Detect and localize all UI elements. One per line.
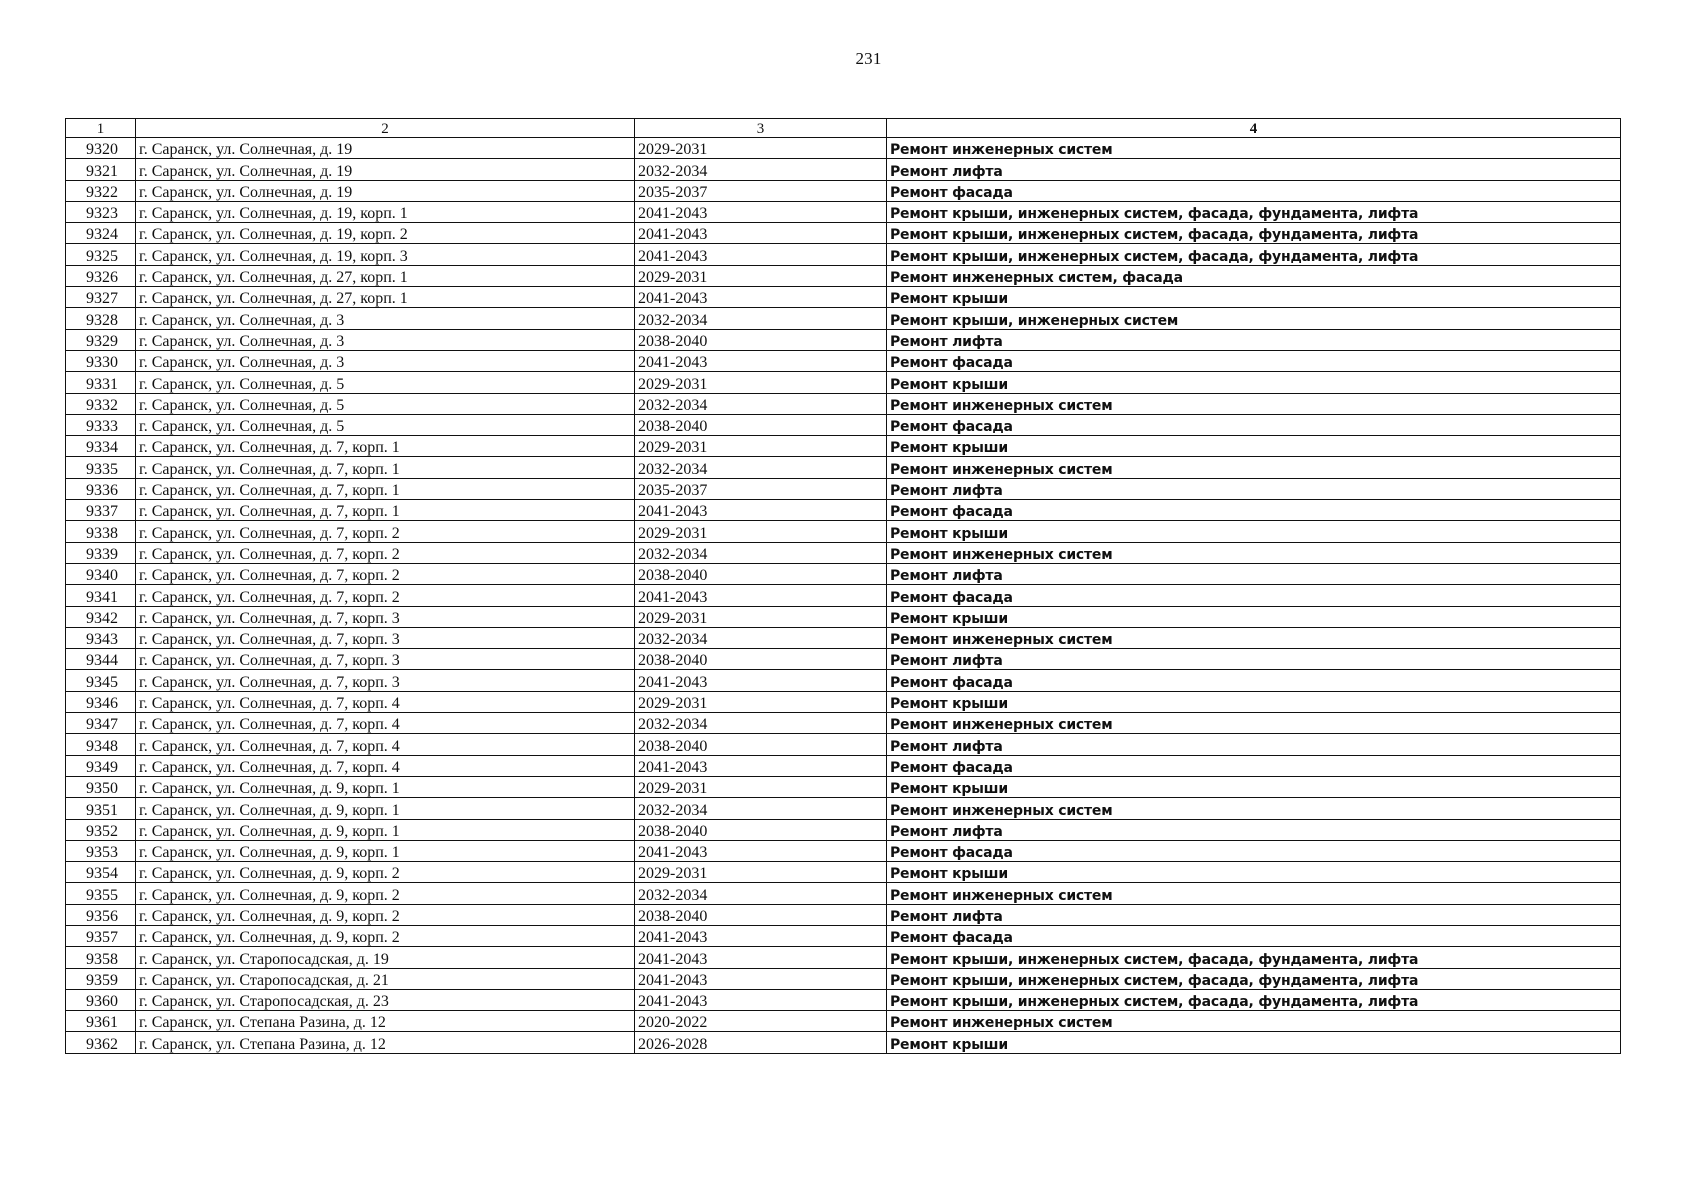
row-number-cell: 9331: [66, 372, 136, 393]
address-cell: г. Саранск, ул. Солнечная, д. 7, корп. 4: [136, 734, 635, 755]
row-number-cell: 9327: [66, 287, 136, 308]
period-cell: 2029-2031: [635, 265, 887, 286]
row-number-cell: 9328: [66, 308, 136, 329]
work-type-cell: Ремонт инженерных систем: [887, 1011, 1621, 1032]
work-type-cell: Ремонт крыши, инженерных систем, фасада, фундамента, лифта: [887, 244, 1621, 265]
row-number-cell: 9321: [66, 159, 136, 180]
work-type-cell: Ремонт крыши, инженерных систем: [887, 308, 1621, 329]
row-number-cell: 9349: [66, 755, 136, 776]
row-number-cell: 9356: [66, 904, 136, 925]
table-row: [66, 585, 1621, 606]
table-row: [66, 521, 1621, 542]
header-row: [66, 119, 1621, 138]
table-row: [66, 180, 1621, 201]
column-header-3: 3: [635, 119, 887, 138]
work-type-cell: Ремонт фасада: [887, 925, 1621, 946]
table-row: [66, 436, 1621, 457]
address-cell: г. Саранск, ул. Солнечная, д. 9, корп. 2: [136, 925, 635, 946]
work-type-cell: Ремонт инженерных систем: [887, 883, 1621, 904]
period-cell: 2041-2043: [635, 755, 887, 776]
column-header-1: 1: [66, 119, 136, 138]
address-cell: г. Саранск, ул. Солнечная, д. 9, корп. 1: [136, 819, 635, 840]
table-row: [66, 223, 1621, 244]
table-row: [66, 904, 1621, 925]
row-number-cell: 9357: [66, 925, 136, 946]
address-cell: г. Саранск, ул. Солнечная, д. 7, корп. 1: [136, 436, 635, 457]
row-number-cell: 9355: [66, 883, 136, 904]
row-number-cell: 9347: [66, 713, 136, 734]
work-type-cell: Ремонт лифта: [887, 159, 1621, 180]
period-cell: 2020-2022: [635, 1011, 887, 1032]
work-type-cell: Ремонт инженерных систем: [887, 542, 1621, 563]
address-cell: г. Саранск, ул. Солнечная, д. 19, корп. 1: [136, 201, 635, 222]
row-number-cell: 9332: [66, 393, 136, 414]
address-cell: г. Саранск, ул. Степана Разина, д. 12: [136, 1032, 635, 1053]
period-cell: 2029-2031: [635, 521, 887, 542]
table-row: [66, 244, 1621, 265]
table-row: [66, 840, 1621, 861]
row-number-cell: 9322: [66, 180, 136, 201]
period-cell: 2041-2043: [635, 989, 887, 1010]
column-header-4: 4: [887, 119, 1621, 138]
address-cell: г. Саранск, ул. Солнечная, д. 9, корп. 2: [136, 883, 635, 904]
table-row: [66, 691, 1621, 712]
period-cell: 2041-2043: [635, 223, 887, 244]
period-cell: 2032-2034: [635, 798, 887, 819]
address-cell: г. Саранск, ул. Солнечная, д. 7, корп. 2: [136, 585, 635, 606]
address-cell: г. Саранск, ул. Солнечная, д. 7, корп. 3: [136, 670, 635, 691]
table-row: [66, 734, 1621, 755]
work-type-cell: Ремонт крыши: [887, 862, 1621, 883]
row-number-cell: 9338: [66, 521, 136, 542]
table-row: [66, 138, 1621, 159]
row-number-cell: 9352: [66, 819, 136, 840]
row-number-cell: 9351: [66, 798, 136, 819]
work-type-cell: Ремонт фасада: [887, 840, 1621, 861]
row-number-cell: 9344: [66, 649, 136, 670]
address-cell: г. Саранск, ул. Солнечная, д. 9, корп. 2: [136, 862, 635, 883]
row-number-cell: 9340: [66, 563, 136, 584]
table-row: [66, 713, 1621, 734]
address-cell: г. Саранск, ул. Солнечная, д. 7, корп. 3: [136, 649, 635, 670]
table-row: [66, 265, 1621, 286]
address-cell: г. Саранск, ул. Солнечная, д. 27, корп. 1: [136, 287, 635, 308]
work-type-cell: Ремонт инженерных систем: [887, 393, 1621, 414]
table-row: [66, 627, 1621, 648]
period-cell: 2041-2043: [635, 244, 887, 265]
row-number-cell: 9334: [66, 436, 136, 457]
work-type-cell: Ремонт лифта: [887, 563, 1621, 584]
address-cell: г. Саранск, ул. Старопосадская, д. 21: [136, 968, 635, 989]
row-number-cell: 9337: [66, 500, 136, 521]
address-cell: г. Саранск, ул. Солнечная, д. 7, корп. 3: [136, 606, 635, 627]
work-type-cell: Ремонт фасада: [887, 585, 1621, 606]
work-type-cell: Ремонт крыши, инженерных систем, фасада, фундамента, лифта: [887, 201, 1621, 222]
work-type-cell: Ремонт лифта: [887, 478, 1621, 499]
period-cell: 2029-2031: [635, 776, 887, 797]
address-cell: г. Саранск, ул. Солнечная, д. 9, корп. 2: [136, 904, 635, 925]
period-cell: 2032-2034: [635, 542, 887, 563]
row-number-cell: 9324: [66, 223, 136, 244]
row-number-cell: 9359: [66, 968, 136, 989]
work-type-cell: Ремонт инженерных систем: [887, 798, 1621, 819]
period-cell: 2035-2037: [635, 478, 887, 499]
table-row: [66, 862, 1621, 883]
row-number-cell: 9345: [66, 670, 136, 691]
table-row: [66, 755, 1621, 776]
row-number-cell: 9346: [66, 691, 136, 712]
work-type-cell: Ремонт крыши: [887, 691, 1621, 712]
work-type-cell: Ремонт крыши: [887, 606, 1621, 627]
period-cell: 2029-2031: [635, 138, 887, 159]
work-type-cell: Ремонт крыши, инженерных систем, фасада, фундамента, лифта: [887, 223, 1621, 244]
period-cell: 2032-2034: [635, 308, 887, 329]
work-type-cell: Ремонт крыши, инженерных систем, фасада, фундамента, лифта: [887, 968, 1621, 989]
row-number-cell: 9339: [66, 542, 136, 563]
address-cell: г. Саранск, ул. Солнечная, д. 7, корп. 3: [136, 627, 635, 648]
table-row: [66, 776, 1621, 797]
address-cell: г. Саранск, ул. Солнечная, д. 3: [136, 329, 635, 350]
table-row: [66, 457, 1621, 478]
period-cell: 2029-2031: [635, 691, 887, 712]
row-number-cell: 9325: [66, 244, 136, 265]
table-header: [66, 119, 1621, 138]
work-type-cell: Ремонт фасада: [887, 755, 1621, 776]
work-type-cell: Ремонт крыши: [887, 372, 1621, 393]
address-cell: г. Саранск, ул. Старопосадская, д. 19: [136, 947, 635, 968]
period-cell: 2029-2031: [635, 372, 887, 393]
work-type-cell: Ремонт крыши: [887, 287, 1621, 308]
row-number-cell: 9335: [66, 457, 136, 478]
address-cell: г. Саранск, ул. Солнечная, д. 9, корп. 1: [136, 840, 635, 861]
period-cell: 2032-2034: [635, 457, 887, 478]
work-type-cell: Ремонт крыши, инженерных систем, фасада, фундамента, лифта: [887, 989, 1621, 1010]
work-type-cell: Ремонт инженерных систем: [887, 713, 1621, 734]
table-row: [66, 287, 1621, 308]
address-cell: г. Саранск, ул. Солнечная, д. 3: [136, 350, 635, 371]
work-type-cell: Ремонт крыши: [887, 436, 1621, 457]
period-cell: 2041-2043: [635, 350, 887, 371]
period-cell: 2038-2040: [635, 819, 887, 840]
row-number-cell: 9348: [66, 734, 136, 755]
table-row: [66, 883, 1621, 904]
work-type-cell: Ремонт инженерных систем: [887, 627, 1621, 648]
work-type-cell: Ремонт фасада: [887, 350, 1621, 371]
address-cell: г. Саранск, ул. Солнечная, д. 5: [136, 393, 635, 414]
row-number-cell: 9343: [66, 627, 136, 648]
period-cell: 2035-2037: [635, 180, 887, 201]
work-type-cell: Ремонт инженерных систем: [887, 457, 1621, 478]
period-cell: 2026-2028: [635, 1032, 887, 1053]
address-cell: г. Саранск, ул. Солнечная, д. 7, корп. 1: [136, 457, 635, 478]
period-cell: 2041-2043: [635, 840, 887, 861]
address-cell: г. Саранск, ул. Солнечная, д. 19: [136, 180, 635, 201]
period-cell: 2032-2034: [635, 883, 887, 904]
table-row: [66, 798, 1621, 819]
row-number-cell: 9350: [66, 776, 136, 797]
table-row: [66, 819, 1621, 840]
address-cell: г. Саранск, ул. Солнечная, д. 7, корп. 2: [136, 542, 635, 563]
work-type-cell: Ремонт лифта: [887, 819, 1621, 840]
address-cell: г. Саранск, ул. Солнечная, д. 7, корп. 4: [136, 691, 635, 712]
row-number-cell: 9341: [66, 585, 136, 606]
table-row: [66, 989, 1621, 1010]
work-type-cell: Ремонт лифта: [887, 329, 1621, 350]
table-row: [66, 670, 1621, 691]
row-number-cell: 9358: [66, 947, 136, 968]
period-cell: 2038-2040: [635, 414, 887, 435]
row-number-cell: 9360: [66, 989, 136, 1010]
table-row: [66, 201, 1621, 222]
address-cell: г. Саранск, ул. Солнечная, д. 19, корп. 2: [136, 223, 635, 244]
row-number-cell: 9320: [66, 138, 136, 159]
address-cell: г. Саранск, ул. Старопосадская, д. 23: [136, 989, 635, 1010]
work-type-cell: Ремонт крыши: [887, 776, 1621, 797]
period-cell: 2038-2040: [635, 329, 887, 350]
table-row: [66, 563, 1621, 584]
period-cell: 2038-2040: [635, 734, 887, 755]
work-type-cell: Ремонт лифта: [887, 649, 1621, 670]
address-cell: г. Саранск, ул. Солнечная, д. 19, корп. 3: [136, 244, 635, 265]
address-cell: г. Саранск, ул. Солнечная, д. 27, корп. 1: [136, 265, 635, 286]
row-number-cell: 9330: [66, 350, 136, 371]
row-number-cell: 9336: [66, 478, 136, 499]
row-number-cell: 9329: [66, 329, 136, 350]
address-cell: г. Саранск, ул. Солнечная, д. 7, корп. 4: [136, 755, 635, 776]
address-cell: г. Саранск, ул. Солнечная, д. 9, корп. 1: [136, 798, 635, 819]
work-type-cell: Ремонт лифта: [887, 734, 1621, 755]
table-row: [66, 947, 1621, 968]
work-type-cell: Ремонт фасада: [887, 670, 1621, 691]
period-cell: 2029-2031: [635, 436, 887, 457]
table-row: [66, 606, 1621, 627]
period-cell: 2041-2043: [635, 201, 887, 222]
period-cell: 2041-2043: [635, 500, 887, 521]
table-row: [66, 308, 1621, 329]
table-row: [66, 649, 1621, 670]
address-cell: г. Саранск, ул. Солнечная, д. 5: [136, 414, 635, 435]
row-number-cell: 9353: [66, 840, 136, 861]
table-row: [66, 393, 1621, 414]
period-cell: 2029-2031: [635, 862, 887, 883]
period-cell: 2032-2034: [635, 393, 887, 414]
table-row: [66, 1032, 1621, 1053]
work-type-cell: Ремонт крыши: [887, 1032, 1621, 1053]
row-number-cell: 9342: [66, 606, 136, 627]
work-type-cell: Ремонт крыши, инженерных систем, фасада, фундамента, лифта: [887, 947, 1621, 968]
work-type-cell: Ремонт лифта: [887, 904, 1621, 925]
row-number-cell: 9323: [66, 201, 136, 222]
period-cell: 2032-2034: [635, 713, 887, 734]
row-number-cell: 9361: [66, 1011, 136, 1032]
period-cell: 2032-2034: [635, 627, 887, 648]
page-number: 231: [855, 49, 882, 68]
work-type-cell: Ремонт фасада: [887, 500, 1621, 521]
row-number-cell: 9333: [66, 414, 136, 435]
address-cell: г. Саранск, ул. Солнечная, д. 7, корп. 4: [136, 713, 635, 734]
address-cell: г. Саранск, ул. Солнечная, д. 19: [136, 159, 635, 180]
column-header-2: 2: [136, 119, 635, 138]
period-cell: 2032-2034: [635, 159, 887, 180]
table-row: [66, 500, 1621, 521]
address-cell: г. Саранск, ул. Солнечная, д. 3: [136, 308, 635, 329]
work-type-cell: Ремонт инженерных систем: [887, 138, 1621, 159]
table-row: [66, 542, 1621, 563]
period-cell: 2029-2031: [635, 606, 887, 627]
table-row: [66, 414, 1621, 435]
table-row: [66, 968, 1621, 989]
table-row: [66, 350, 1621, 371]
table-body: [66, 138, 1621, 1054]
period-cell: 2041-2043: [635, 585, 887, 606]
row-number-cell: 9326: [66, 265, 136, 286]
address-cell: г. Саранск, ул. Солнечная, д. 5: [136, 372, 635, 393]
table-row: [66, 478, 1621, 499]
table-row: [66, 329, 1621, 350]
work-type-cell: Ремонт крыши: [887, 521, 1621, 542]
period-cell: 2041-2043: [635, 287, 887, 308]
period-cell: 2041-2043: [635, 925, 887, 946]
row-number-cell: 9354: [66, 862, 136, 883]
registry-table: [65, 118, 1621, 1054]
table-row: [66, 925, 1621, 946]
period-cell: 2038-2040: [635, 649, 887, 670]
period-cell: 2041-2043: [635, 947, 887, 968]
table-row: [66, 159, 1621, 180]
period-cell: 2041-2043: [635, 968, 887, 989]
work-type-cell: Ремонт инженерных систем, фасада: [887, 265, 1621, 286]
period-cell: 2038-2040: [635, 904, 887, 925]
period-cell: 2041-2043: [635, 670, 887, 691]
address-cell: г. Саранск, ул. Солнечная, д. 9, корп. 1: [136, 776, 635, 797]
address-cell: г. Саранск, ул. Солнечная, д. 7, корп. 1: [136, 500, 635, 521]
address-cell: г. Саранск, ул. Степана Разина, д. 12: [136, 1011, 635, 1032]
address-cell: г. Саранск, ул. Солнечная, д. 7, корп. 2: [136, 521, 635, 542]
address-cell: г. Саранск, ул. Солнечная, д. 7, корп. 1: [136, 478, 635, 499]
address-cell: г. Саранск, ул. Солнечная, д. 7, корп. 2: [136, 563, 635, 584]
table-row: [66, 1011, 1621, 1032]
address-cell: г. Саранск, ул. Солнечная, д. 19: [136, 138, 635, 159]
row-number-cell: 9362: [66, 1032, 136, 1053]
work-type-cell: Ремонт фасада: [887, 414, 1621, 435]
period-cell: 2038-2040: [635, 563, 887, 584]
table-row: [66, 372, 1621, 393]
work-type-cell: Ремонт фасада: [887, 180, 1621, 201]
